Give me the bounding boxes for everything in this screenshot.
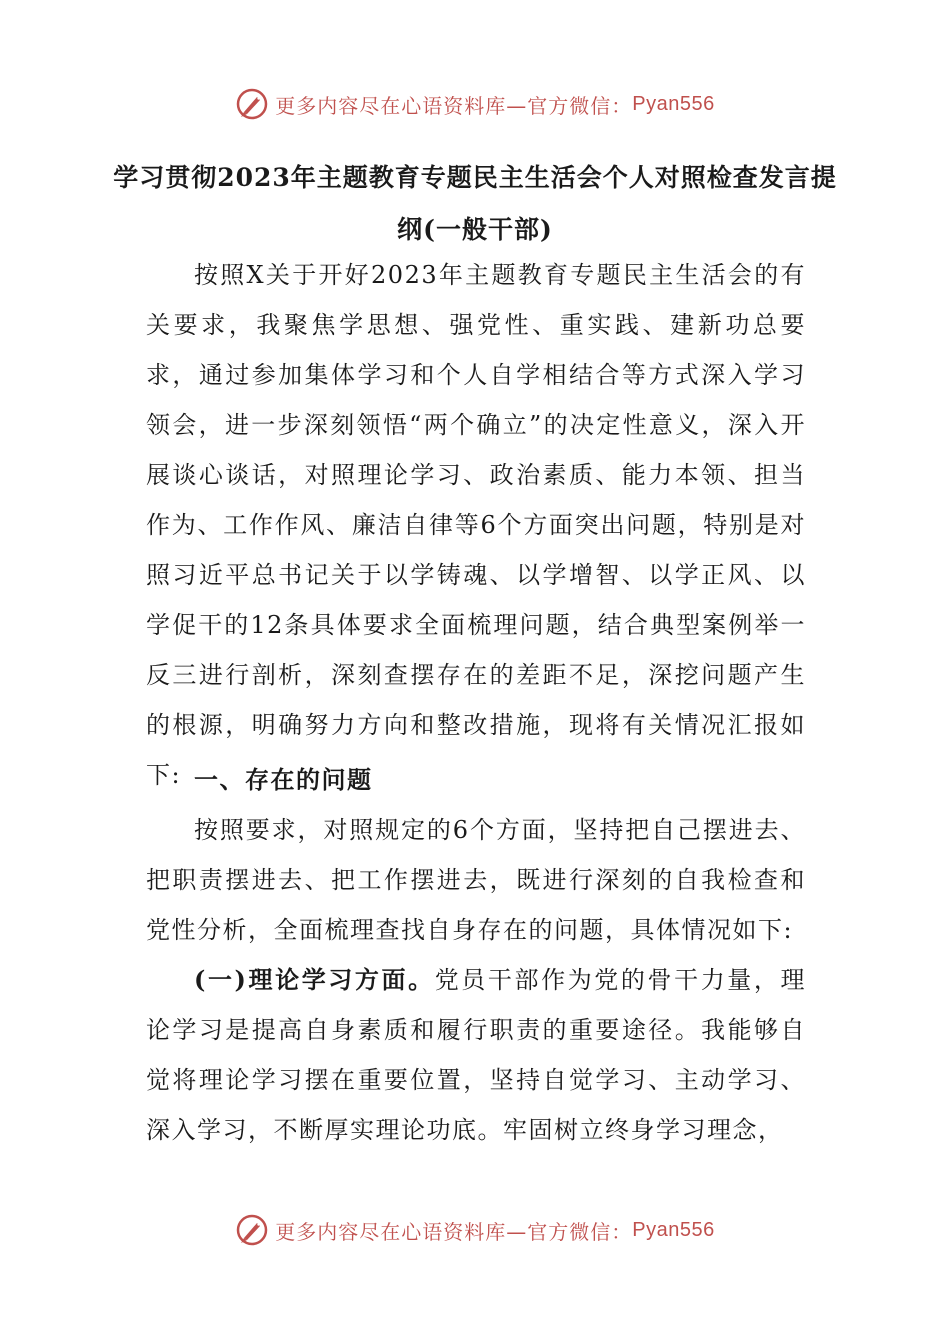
section-intro-paragraph: 按照要求，对照规定的6个方面，坚持把自己摆进去、把职责摆进去、把工作摆进去，既进行深刻的自我检查和党性分析，全面梳理查找自身存在的问题，具体情况如下: [146, 816, 806, 944]
subsection-heading-theory: (一)理论学习方面。 [194, 965, 435, 994]
pen-nib-circle-icon [235, 87, 269, 121]
subsection-text-theory: 党员干部作为党的骨干力量，理论学习是提高自身素质和履行职责的重要途径。我能够自觉将理论学习摆在重要位置，坚持自觉学习、主动学习、深入学习，不断厚实理论功底。牢固树立终身学习理念， [146, 966, 806, 1144]
banner-text: 更多内容尽在心语资料库—官方微信： [275, 1219, 633, 1244]
banner-text: 更多内容尽在心语资料库—官方微信： [275, 93, 633, 118]
pen-nib-circle-icon [235, 1213, 269, 1247]
footer-watermark-banner [0, 1208, 950, 1252]
theory-study-paragraph [146, 955, 806, 1155]
intro-paragraph: 按照X关于开好2023年主题教育专题民主生活会的有关要求，我聚焦学思想、强党性、重实践、建新功总要求，通过参加集体学习和个人自学相结合等方式深入学习领会，进一步深刻领悟“两个确立”的决定性意义，深入开展谈心谈话，对照理论学习、政治素质、能力本领、担当作为、工作作风、廉洁自律等6个方面突出问题，特别是对照习近平总书记关于以学铸魂、以学增智、以学正风、以学促干的12条具体要求全面梳理问题，结合典型案例举一反三进行剖析，深刻查摆存在的差距不足，深挖问题产生的根源，明确努力方向和整改措施，现将有关情况汇报如下: [146, 261, 806, 789]
header-watermark-banner [0, 82, 950, 126]
section-heading-problems: 一、存在的问题 [194, 765, 373, 794]
document-title: 学习贯彻2023年主题教育专题民主生活会个人对照检查发言提纲(一般干部) [113, 163, 837, 244]
banner-wechat-id: Pyan556 [632, 92, 715, 115]
banner-wechat-id: Pyan556 [632, 1218, 715, 1241]
